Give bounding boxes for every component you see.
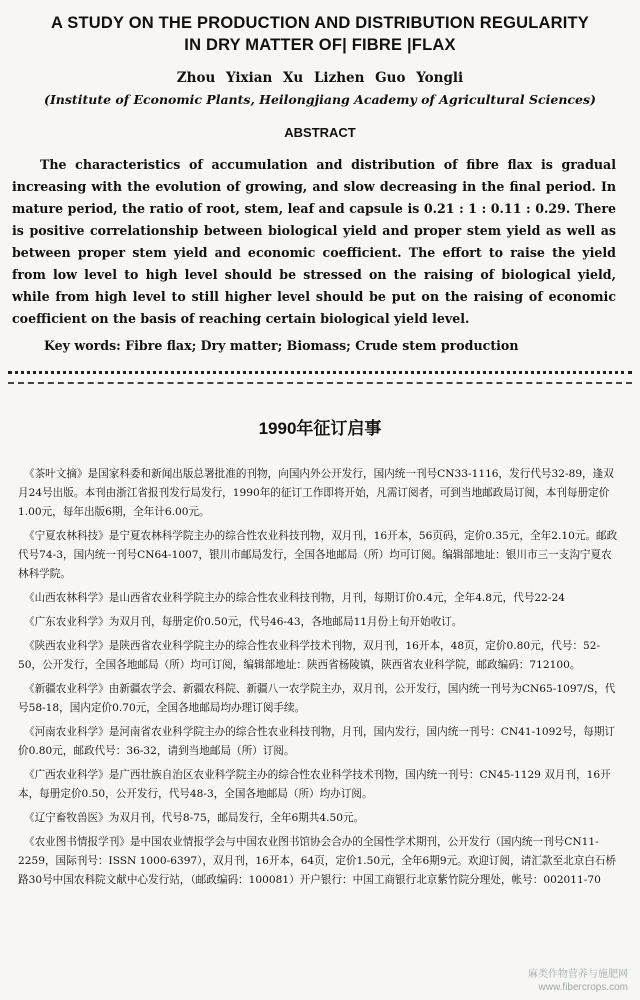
paper-title-line-2: IN DRY MATTER OF| FIBRE |FLAX <box>184 36 456 54</box>
section-divider <box>8 371 632 384</box>
abstract-body: The characteristics of accumulation and distribution of fibre flax is gradual increasing with the evolution of growing, and slow decreasing in the final period. In mature period, the ratio of root, stem, leaf and capsule is 0.21 : 1 : 0.11 : 0.29. There is positive correlationship between biological yield and proper stem yield as well as between proper stem yield and economic coefficient. The effort to raise the yield from low level to high level should be stressed on the raising of biological yield, while from high level to still higher level should be put on the raising of economic coefficient on the basis of reaching certain biological yield level. <box>12 157 616 326</box>
notice-item: 《山西农林科学》是山西省农业科学院主办的综合性农业科技刊物，月刊，每期订价0.4元，全年4.8元，代号22-24 <box>24 592 565 604</box>
watermark <box>528 968 628 994</box>
notice-item: 《广东农业科学》为双月刊，每册定价0.50元，代号46-43，各地邮局11月份上旬开始收订。 <box>24 616 463 628</box>
notice-title: 1990年征订启事 <box>258 419 382 438</box>
paper-authors: Zhou Yixian Xu Lizhen Guo Yongli <box>176 70 464 86</box>
keywords: Key words: Fibre flax; Dry matter; Biomass; Crude stem production <box>44 338 519 353</box>
notice-list <box>18 465 622 890</box>
notice-item: 《广西农业科学》是广西壮族自治区农业科学院主办的综合性农业科学技术刊物，国内统一刊号：CN45-1129 双月刊，16开本，每册定价0.50，公开发行，代号48-3，全国各地邮局（所）均办订阅。 <box>18 769 611 800</box>
notice-item: 《宁夏农林科技》是宁夏农林科学院主办的综合性农业科技刊物，双月刊，16开本，56页码，定价0.35元，全年2.10元。邮政代号74-3，国内统一刊号CN64-1007，银川市邮局发行，全国各地邮局（所）均可订阅。编辑部地址：银川市三一支沟宁夏农林科学院。 <box>18 530 618 580</box>
notice-item: 《河南农业科学》是河南省农业科学院主办的综合性农业科技刊物，月刊，国内发行，国内统一刊号：CN41-1092号，每期订价0.80元，邮政代号：36-32，请到当地邮局（所）订阅。 <box>18 726 616 757</box>
watermark-line-2: www.fibercrops.com <box>538 982 628 993</box>
notice-item: 《新疆农业科学》由新疆农学会、新疆农科院、新疆八一农学院主办，双月刊，公开发行，国内统一刊号为CN65-1097/S，代号58-18，国内定价0.70元，全国各地邮局均办理订阅手续。 <box>18 683 616 714</box>
paper-title-line-1: A STUDY ON THE PRODUCTION AND DISTRIBUTION REGULARITY <box>51 14 589 32</box>
notice-item: 《陕西农业科学》是陕西省农业科学院主办的综合性农业科学技术刊物，双月刊，16开本，48页，定价0.80元，代号：52-50，公开发行，全国各地邮局（所）均可订阅，编辑部地址：陕西省杨陵镇，陕西省农业科学院，邮政编码：712100。 <box>18 640 601 671</box>
paper-title <box>0 12 640 56</box>
notice-item: 《辽宁畜牧兽医》为双月刊，代号8-75，邮局发行，全年6期共4.50元。 <box>24 812 365 824</box>
abstract-heading: ABSTRACT <box>284 125 356 140</box>
paper-affiliation: (Institute of Economic Plants, Heilongjiang Academy of Agricultural Sciences) <box>44 92 596 107</box>
notice-item: 《茶叶文摘》是国家科委和新闻出版总署批准的刊物，向国内外公开发行，国内统一刊号CN33-1116，发行代号32-89，逢双月24号出版。本刊由浙江省报刊发行局发行，1990年的征订工作即将开始，凡需订阅者，可到当地邮政局订阅，本刊每册定价1.00元，每年出版6期，全年计6.00元。 <box>18 468 614 518</box>
notice-item: 《农业图书情报学刊》是中国农业情报学会与中国农业图书馆协会合办的全国性学术期刊，公开发行（国内统一刊号CN11-2259，国际刊号：ISSN 1000-6397），双月刊，16开本，64页，定价1.50元，全年6期9元。欢迎订阅，请汇款至北京白石桥路30号中国农科院文献中心发行站，（邮政编码：100081）开户银行：中国工商银行北京紫竹院分理处，帐号：002011-70 <box>18 836 617 886</box>
watermark-line-1: 麻类作物营养与施肥网 <box>528 969 628 980</box>
